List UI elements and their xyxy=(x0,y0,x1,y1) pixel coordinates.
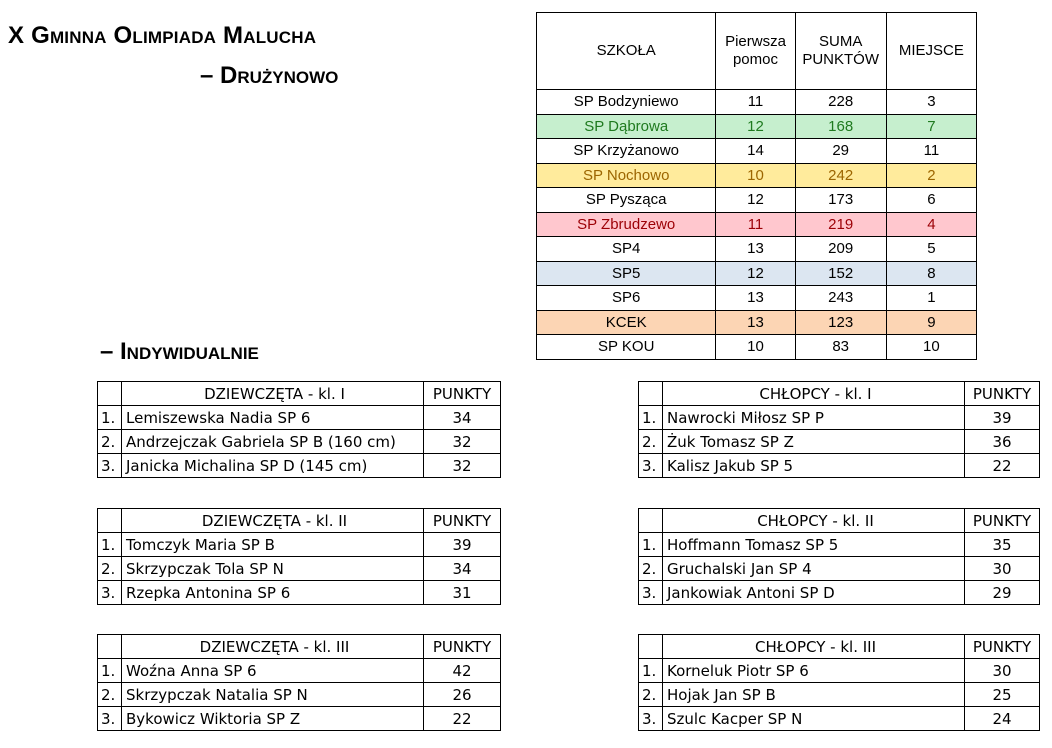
rank-cell: 1. xyxy=(98,659,122,683)
participant-name: Skrzypczak Natalia SP N xyxy=(122,683,424,707)
place-cell: 10 xyxy=(886,335,976,360)
first-aid-cell: 10 xyxy=(716,335,795,360)
points-header: PUNKTY xyxy=(965,509,1040,533)
table-row xyxy=(98,659,501,683)
participant-name: Andrzejczak Gabriela SP B (160 cm) xyxy=(122,430,424,454)
participant-name: Skrzypczak Tola SP N xyxy=(122,557,424,581)
school-cell: SP Nochowo xyxy=(537,163,716,188)
participant-name: Kalisz Jakub SP 5 xyxy=(663,454,965,478)
place-cell: 11 xyxy=(886,139,976,164)
rank-cell: 2. xyxy=(98,430,122,454)
place-cell: 3 xyxy=(886,90,976,115)
rank-cell: 1. xyxy=(98,406,122,430)
rank-cell: 1. xyxy=(98,533,122,557)
first-aid-cell: 13 xyxy=(716,286,795,311)
team-row xyxy=(537,212,977,237)
participant-name: Hojak Jan SP B xyxy=(663,683,965,707)
points-cell: 29 xyxy=(965,581,1040,605)
total-points-cell: 219 xyxy=(795,212,886,237)
points-cell: 36 xyxy=(965,430,1040,454)
header-number xyxy=(639,382,663,406)
participant-name: Hoffmann Tomasz SP 5 xyxy=(663,533,965,557)
points-cell: 34 xyxy=(424,406,501,430)
table-row xyxy=(639,533,1040,557)
school-cell: SP5 xyxy=(537,261,716,286)
points-cell: 34 xyxy=(424,557,501,581)
header-number xyxy=(98,635,122,659)
category-title: CHŁOPCY - kl. III xyxy=(663,635,965,659)
rank-cell: 3. xyxy=(98,454,122,478)
total-points-cell: 243 xyxy=(795,286,886,311)
team-row xyxy=(537,335,977,360)
table-row xyxy=(98,406,501,430)
participant-name: Korneluk Piotr SP 6 xyxy=(663,659,965,683)
table-row xyxy=(98,454,501,478)
team-row xyxy=(537,188,977,213)
category-title: DZIEWCZĘTA - kl. I xyxy=(122,382,424,406)
participant-name: Nawrocki Miłosz SP P xyxy=(663,406,965,430)
place-cell: 8 xyxy=(886,261,976,286)
table-row xyxy=(639,659,1040,683)
team-row xyxy=(537,139,977,164)
page-title: X Gminna Olimpiada Malucha xyxy=(8,22,317,49)
place-cell: 9 xyxy=(886,310,976,335)
team-row xyxy=(537,310,977,335)
total-points-cell: 29 xyxy=(795,139,886,164)
participant-name: Bykowicz Wiktoria SP Z xyxy=(122,707,424,731)
individual-table-header xyxy=(98,382,501,406)
rank-cell: 2. xyxy=(98,683,122,707)
table-row xyxy=(98,683,501,707)
points-cell: 35 xyxy=(965,533,1040,557)
rank-cell: 1. xyxy=(639,406,663,430)
team-results-table xyxy=(536,12,977,360)
table-row xyxy=(639,430,1040,454)
header-total-points: SUMA PUNKTÓW xyxy=(795,13,886,90)
table-row xyxy=(98,533,501,557)
place-cell: 4 xyxy=(886,212,976,237)
category-title: CHŁOPCY - kl. I xyxy=(663,382,965,406)
first-aid-cell: 12 xyxy=(716,188,795,213)
individual-table-header xyxy=(639,635,1040,659)
first-aid-cell: 11 xyxy=(716,90,795,115)
school-cell: KCEK xyxy=(537,310,716,335)
points-cell: 32 xyxy=(424,454,501,478)
category-title: DZIEWCZĘTA - kl. III xyxy=(122,635,424,659)
participant-name: Rzepka Antonina SP 6 xyxy=(122,581,424,605)
place-cell: 7 xyxy=(886,114,976,139)
first-aid-cell: 12 xyxy=(716,114,795,139)
category-title: CHŁOPCY - kl. II xyxy=(663,509,965,533)
boys-class-3-table xyxy=(638,634,1040,731)
table-row xyxy=(639,683,1040,707)
points-cell: 22 xyxy=(965,454,1040,478)
individual-table-header xyxy=(98,635,501,659)
place-cell: 1 xyxy=(886,286,976,311)
school-cell: SP Pysząca xyxy=(537,188,716,213)
school-cell: SP Dąbrowa xyxy=(537,114,716,139)
participant-name: Tomczyk Maria SP B xyxy=(122,533,424,557)
school-cell: SP KOU xyxy=(537,335,716,360)
first-aid-cell: 12 xyxy=(716,261,795,286)
total-points-cell: 123 xyxy=(795,310,886,335)
total-points-cell: 228 xyxy=(795,90,886,115)
table-row xyxy=(98,430,501,454)
rank-cell: 2. xyxy=(98,557,122,581)
rank-cell: 3. xyxy=(98,581,122,605)
place-cell: 2 xyxy=(886,163,976,188)
rank-cell: 2. xyxy=(639,683,663,707)
rank-cell: 3. xyxy=(639,707,663,731)
table-row xyxy=(98,557,501,581)
points-cell: 25 xyxy=(965,683,1040,707)
first-aid-cell: 10 xyxy=(716,163,795,188)
table-row xyxy=(98,707,501,731)
table-row xyxy=(639,454,1040,478)
team-row xyxy=(537,90,977,115)
points-cell: 24 xyxy=(965,707,1040,731)
rank-cell: 3. xyxy=(639,454,663,478)
team-row xyxy=(537,286,977,311)
first-aid-cell: 11 xyxy=(716,212,795,237)
place-cell: 5 xyxy=(886,237,976,262)
points-header: PUNKTY xyxy=(965,635,1040,659)
school-cell: SP Bodzyniewo xyxy=(537,90,716,115)
team-row xyxy=(537,114,977,139)
points-cell: 26 xyxy=(424,683,501,707)
participant-name: Lemiszewska Nadia SP 6 xyxy=(122,406,424,430)
total-points-cell: 173 xyxy=(795,188,886,213)
points-cell: 30 xyxy=(965,659,1040,683)
header-first-aid: Pierwsza pomoc xyxy=(716,13,795,90)
boys-class-2-table xyxy=(638,508,1040,605)
first-aid-cell: 13 xyxy=(716,310,795,335)
participant-name: Jankowiak Antoni SP D xyxy=(663,581,965,605)
table-row xyxy=(639,557,1040,581)
team-row xyxy=(537,261,977,286)
header-number xyxy=(98,382,122,406)
individual-table-header xyxy=(639,509,1040,533)
points-cell: 31 xyxy=(424,581,501,605)
header-number xyxy=(98,509,122,533)
girls-class-3-table xyxy=(97,634,501,731)
participant-name: Woźna Anna SP 6 xyxy=(122,659,424,683)
first-aid-cell: 14 xyxy=(716,139,795,164)
header-number xyxy=(639,635,663,659)
header-school: SZKOŁA xyxy=(537,13,716,90)
individual-section-title: – Indywidualnie xyxy=(100,338,259,365)
participant-name: Gruchalski Jan SP 4 xyxy=(663,557,965,581)
rank-cell: 2. xyxy=(639,430,663,454)
points-cell: 30 xyxy=(965,557,1040,581)
school-cell: SP Krzyżanowo xyxy=(537,139,716,164)
individual-table-header xyxy=(639,382,1040,406)
school-cell: SP Zbrudzewo xyxy=(537,212,716,237)
points-cell: 39 xyxy=(965,406,1040,430)
girls-class-2-table xyxy=(97,508,501,605)
rank-cell: 3. xyxy=(98,707,122,731)
participant-name: Janicka Michalina SP D (145 cm) xyxy=(122,454,424,478)
school-cell: SP4 xyxy=(537,237,716,262)
points-cell: 39 xyxy=(424,533,501,557)
category-title: DZIEWCZĘTA - kl. II xyxy=(122,509,424,533)
first-aid-cell: 13 xyxy=(716,237,795,262)
points-header: PUNKTY xyxy=(965,382,1040,406)
total-points-cell: 83 xyxy=(795,335,886,360)
points-header: PUNKTY xyxy=(424,382,501,406)
points-header: PUNKTY xyxy=(424,635,501,659)
table-row xyxy=(639,707,1040,731)
team-row xyxy=(537,163,977,188)
girls-class-1-table xyxy=(97,381,501,478)
table-row xyxy=(98,581,501,605)
place-cell: 6 xyxy=(886,188,976,213)
rank-cell: 1. xyxy=(639,659,663,683)
points-cell: 42 xyxy=(424,659,501,683)
rank-cell: 1. xyxy=(639,533,663,557)
total-points-cell: 152 xyxy=(795,261,886,286)
total-points-cell: 209 xyxy=(795,237,886,262)
table-row xyxy=(639,581,1040,605)
boys-class-1-table xyxy=(638,381,1040,478)
participant-name: Żuk Tomasz SP Z xyxy=(663,430,965,454)
points-cell: 22 xyxy=(424,707,501,731)
rank-cell: 2. xyxy=(639,557,663,581)
points-cell: 32 xyxy=(424,430,501,454)
total-points-cell: 168 xyxy=(795,114,886,139)
individual-table-header xyxy=(98,509,501,533)
total-points-cell: 242 xyxy=(795,163,886,188)
school-cell: SP6 xyxy=(537,286,716,311)
table-row xyxy=(639,406,1040,430)
header-number xyxy=(639,509,663,533)
header-place: MIEJSCE xyxy=(886,13,976,90)
team-row xyxy=(537,237,977,262)
points-header: PUNKTY xyxy=(424,509,501,533)
participant-name: Szulc Kacper SP N xyxy=(663,707,965,731)
rank-cell: 3. xyxy=(639,581,663,605)
team-table-header xyxy=(537,13,977,90)
team-section-title: – Drużynowo xyxy=(200,62,339,89)
